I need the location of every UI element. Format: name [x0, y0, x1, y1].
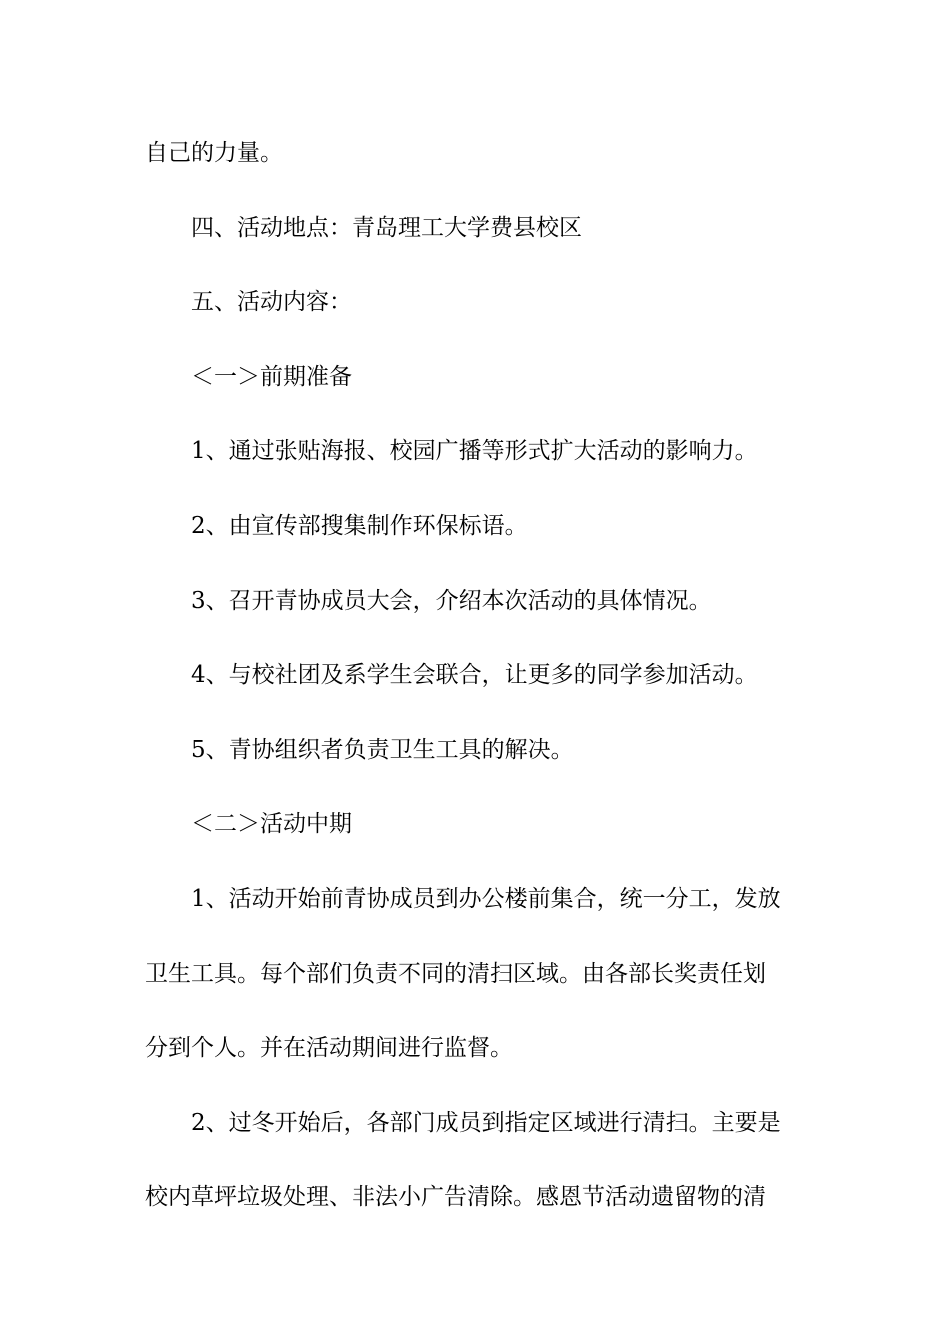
mid-item-2-line-1: 2、过冬开始后，各部门成员到指定区域进行清扫。主要是 [191, 1109, 781, 1136]
document-body [145, 127, 810, 1246]
list-item-4: 4、与校社团及系学生会联合，让更多的同学参加活动。 [191, 662, 758, 689]
paragraph-continuation-line: 自己的力量。 [145, 140, 283, 166]
mid-item-1-line-2: 卫生工具。每个部们负责不同的清扫区域。由各部长奖责任划 [145, 960, 766, 987]
subsection-two-heading: ＜二＞活动中期 [191, 811, 352, 838]
mid-item-1-line-1: 1、活动开始前青协成员到办公楼前集合，统一分工，发放 [191, 885, 781, 912]
list-item-3: 3、召开青协成员大会，介绍本次活动的具体情况。 [191, 587, 712, 614]
mid-item-1-line-3: 分到个人。并在活动期间进行监督。 [145, 1035, 513, 1062]
mid-item-2-line-2: 校内草坪垃圾处理、非法小广告清除。感恩节活动遗留物的清 [145, 1184, 766, 1211]
subsection-one-heading: ＜一＞前期准备 [191, 363, 352, 390]
section-four-location: 四、活动地点：青岛理工大学费县校区 [191, 214, 582, 241]
list-item-1: 1、通过张贴海报、校园广播等形式扩大活动的影响力。 [191, 438, 758, 465]
list-item-5: 5、青协组织者负责卫生工具的解决。 [191, 736, 574, 763]
list-item-2: 2、由宣传部搜集制作环保标语。 [191, 512, 528, 539]
section-five-heading: 五、活动内容： [191, 289, 352, 316]
